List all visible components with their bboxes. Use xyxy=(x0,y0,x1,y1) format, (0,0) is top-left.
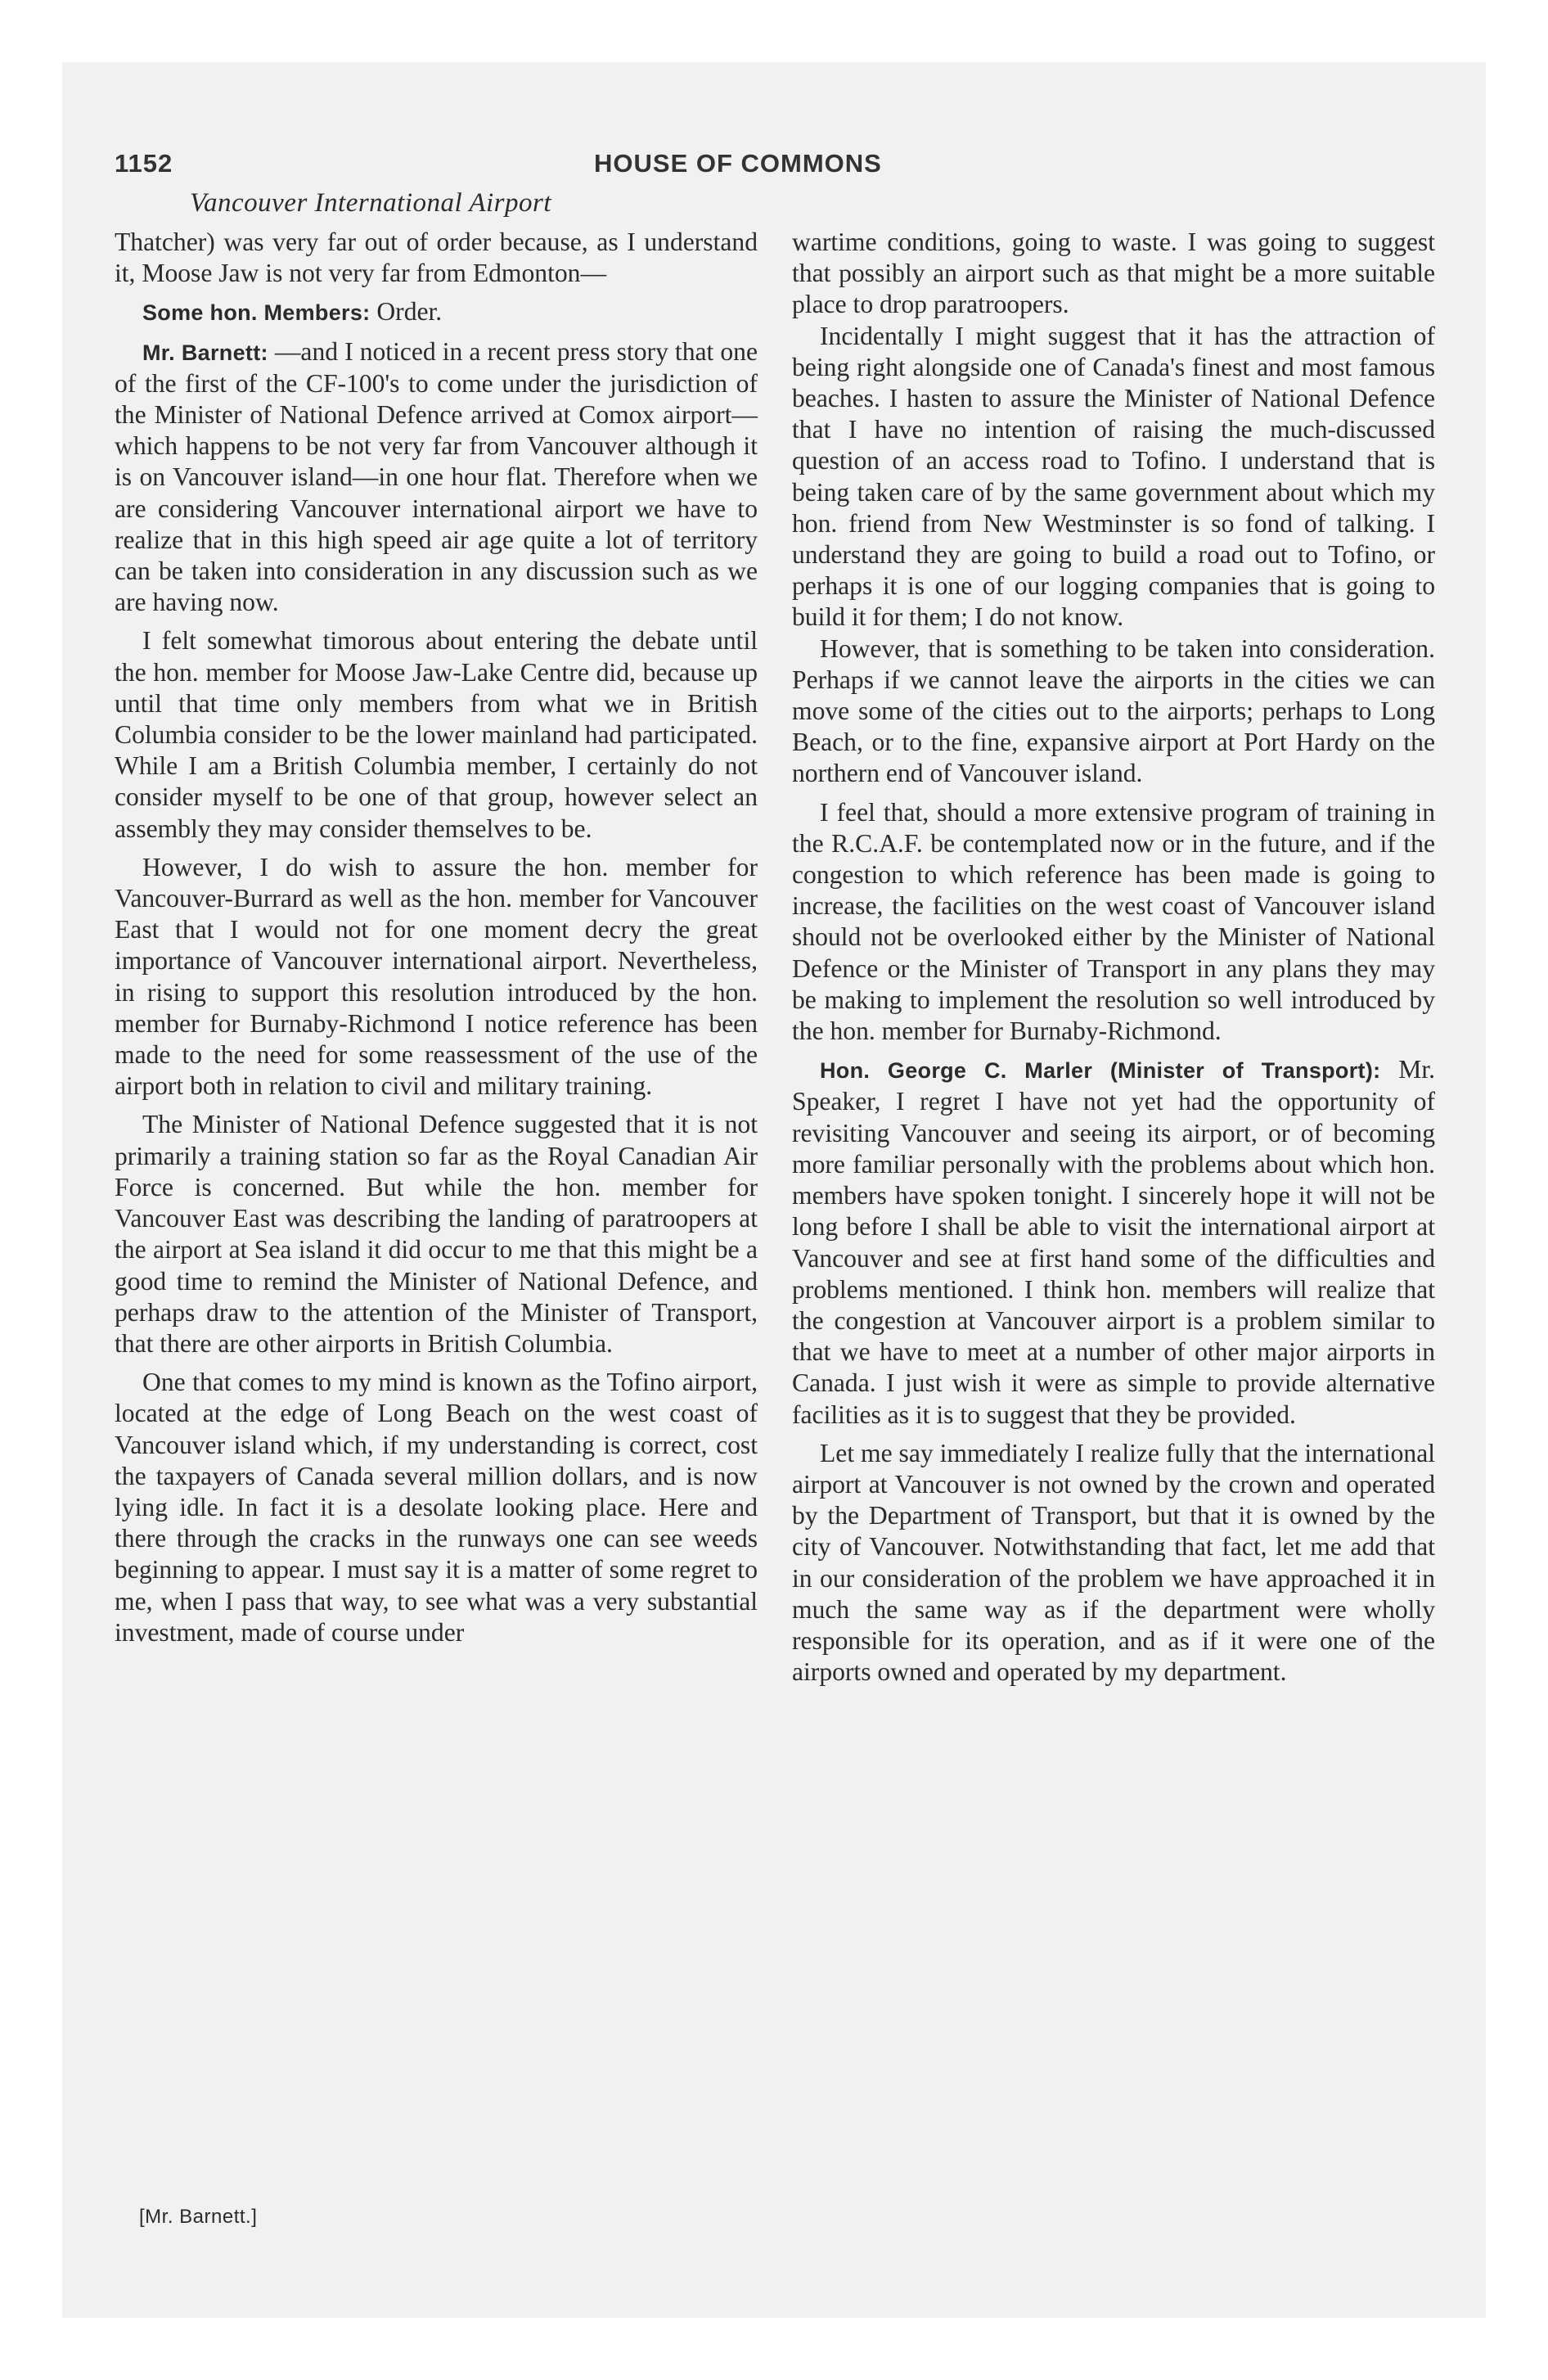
left-paragraph-7: One that comes to my mind is known as the Tofino airport, located at the edge of Long Beach on the west coast of Vancouver island which, if my understanding is correct, cost the taxpayers of Canada several million dollars, and is now lying idle. In fact it is a desolate looking place. Here and there through the cracks in the runways one can see weeds beginning to appear. I must say it is a matter of some regret to me, when I pass that way, to see what was a very substantial investment, made of course under xyxy=(115,1368,758,1647)
left-paragraph-6: The Minister of National Defence suggested that it is not primarily a training station so far as the Royal Canadian Air Force is concerned. But while the hon. member for Vancouver East was describing the landing of paratroopers at the airport at Sea island it did occur to me that this might be a good time to remind the Minister of National Defence, and perhaps draw to the attention of the Minister of Transport, that there are other airports in British Columbia. xyxy=(115,1110,758,1358)
page-number: 1152 xyxy=(115,149,173,178)
right-paragraph-1: wartime conditions, going to waste. I was going to suggest that possibly an airport such as that might be a more suitable place to drop paratroopers. xyxy=(792,228,1435,319)
right-column xyxy=(792,227,1435,1688)
speech-text: Order. xyxy=(370,297,443,327)
speech-text: —and I noticed in a recent press story that one of the first of the CF-100's to come under the jurisdiction of the Minister of National Defence arrived at Comox airport—which happens to be not very far from Vancouver although it is on Vancouver island—in one hour flat. Therefore when we are considering Vancouver international airport we have to realize that in this high speed air age quite a lot of territory can be taken into consideration in any discussion such as we are having now. xyxy=(115,336,758,617)
right-paragraph-5 xyxy=(792,1054,1435,1430)
right-paragraph-2: Incidentally I might suggest that it has the attraction of being right alongside one of Canada's finest and most famous beaches. I hasten to assure the Minister of National Defence that I have no intention of raising the much-discussed question of an access road to Tofino. I understand that is being taken care of by the same government about which my hon. friend from New Westminster is so fond of talking. I understand they are going to build a road out to Tofino, or perhaps it is one of our logging companies that is going to build it for them; I do not know. xyxy=(792,321,1435,632)
speaker-label: Some hon. Members: xyxy=(142,300,371,326)
speaker-label: Mr. Barnett: xyxy=(142,340,268,365)
page-header xyxy=(115,149,1444,190)
left-paragraph-1: Thatcher) was very far out of order because, as I understand it, Moose Jaw is not very far from Edmonton— xyxy=(115,228,758,288)
speaker-label: Hon. George C. Marler (Minister of Transport): xyxy=(820,1058,1381,1084)
journal-title: HOUSE OF COMMONS xyxy=(594,149,882,178)
section-title: Vancouver International Airport xyxy=(190,188,552,218)
left-column xyxy=(115,227,758,1648)
left-paragraph-5: However, I do wish to assure the hon. member for Vancouver-Burrard as well as the hon. member for Vancouver East that I would not for one moment decry the great importance of Vancouver international airport. Nevertheless, in rising to support this resolution introduced by the hon. member for Burnaby-Richmond I notice reference has been made to the need for some reassessment of the use of the airport both in relation to civil and military training. xyxy=(115,852,758,1101)
right-paragraph-4: I feel that, should a more extensive program of training in the R.C.A.F. be contemplated now or in the future, and if the congestion to which reference has been made is going to increase, the facilities on the west coast of Vancouver island should not be overlooked either by the Minister of National Defence or the Minister of Transport in any plans they may be making to implement the resolution so well introduced by the hon. member for Burnaby-Richmond. xyxy=(792,797,1435,1046)
speech-text: Mr. Speaker, I regret I have not yet had the opportunity of revisiting Vancouver and seeing its airport, or of becoming more familiar personally with the problems about which hon. members have spoken tonight. I sincerely hope it will not be long before I shall be able to visit the international airport at Vancouver and see at first hand some of the difficulties and problems mentioned. I think hon. members will realize that the congestion at Vancouver airport is a problem similar to that we have to meet at a number of other major airports in Canada. I just wish it were as simple to provide alternative facilities as it is to suggest that they be provided. xyxy=(792,1055,1435,1429)
right-paragraph-6: Let me say immediately I realize fully that the international airport at Vancouver is not owned by the crown and operated by the Department of Transport, but that it is owned by the city of Vancouver. Notwithstanding that fact, let me add that in our consideration of the problem we have approached it in much the same way as if the department were wholly responsible for its operation, and as if it were one of the airports owned and operated by my department. xyxy=(792,1438,1435,1687)
right-paragraph-3: However, that is something to be taken into consideration. Perhaps if we cannot leave the airports in the cities we can move some of the cities out to the airports; perhaps to Long Beach, or to the fine, expansive airport at Port Hardy on the northern end of Vancouver island. xyxy=(792,633,1435,788)
left-paragraph-4: I felt somewhat timorous about entering the debate until the hon. member for Moose Jaw-Lake Centre did, because up until that time only members from what we in British Columbia consider to be the lower mainland had participated. While I am a British Columbia member, I certainly do not consider myself to be one of that group, however select an assembly they may consider themselves to be. xyxy=(115,626,758,843)
left-paragraph-3 xyxy=(115,336,758,619)
left-paragraph-2 xyxy=(115,296,758,328)
speaker-credit: [Mr. Barnett.] xyxy=(139,2206,258,2228)
